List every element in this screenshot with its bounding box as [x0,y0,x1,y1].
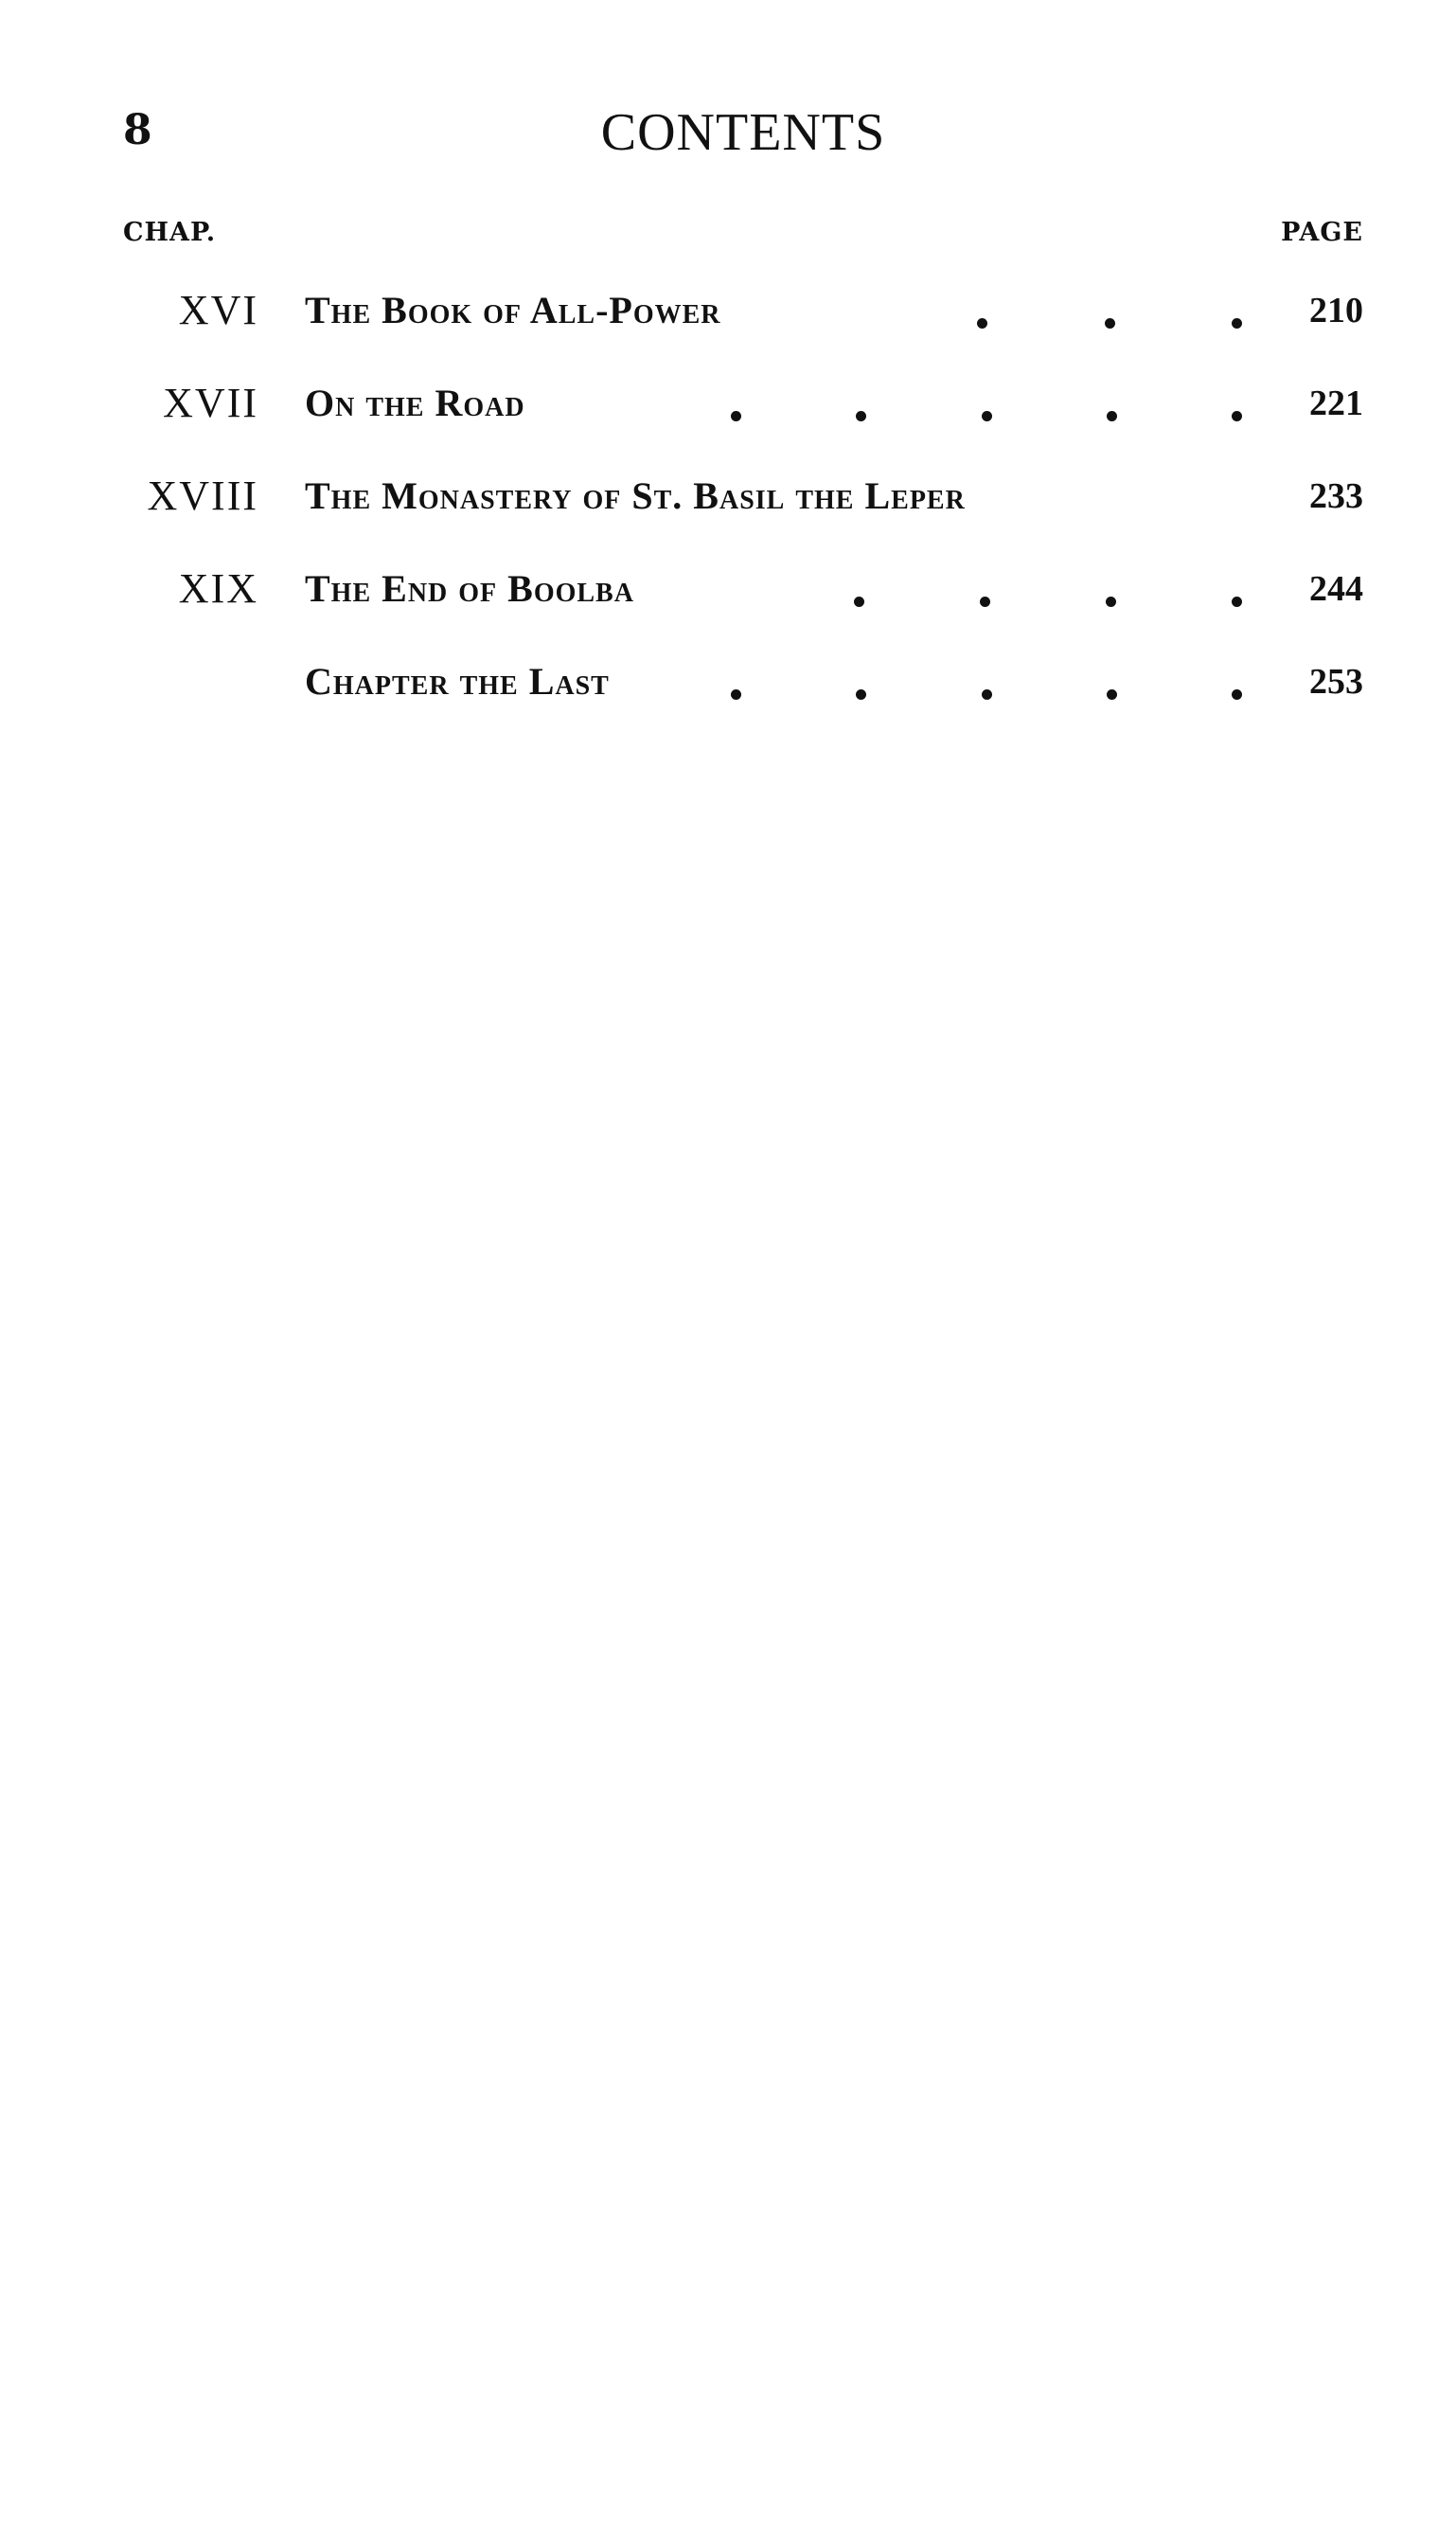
running-head [123,95,1363,170]
chapter-number: XVI [178,287,258,333]
page-reference: 253 [1309,662,1363,702]
page-reference: 210 [1309,291,1363,330]
leader-dot [731,689,741,700]
leader-dot [1107,689,1117,700]
leader-dot [731,411,741,421]
chapter-number: XVII [163,380,258,426]
chapter-title: The End of Boolba [305,567,634,610]
dot-leaders [977,275,1242,347]
chapter-column-header: CHAP. [123,218,217,247]
chapter-title: The Monastery of St. Basil the Leper [305,474,966,517]
page-column-header: PAGE [1281,218,1363,247]
leader-dot [1232,411,1242,421]
page-reference: 221 [1309,384,1363,423]
leader-dot [1232,689,1242,700]
leader-dot [1106,597,1116,607]
chapter-title: Chapter the Last [305,660,610,703]
leader-dot [1232,597,1242,607]
page-number: 8 [123,106,152,154]
leader-dot [856,689,866,700]
chapter-number: XIX [178,565,258,612]
page-reference: 244 [1309,569,1363,609]
chapter-number: XVIII [147,473,258,519]
contents-entry [123,646,1363,739]
chapter-title: On the Road [305,382,525,424]
dot-leaders [731,367,1242,439]
leader-dot [977,318,987,329]
leader-dot [854,597,864,607]
leader-dot [980,597,990,607]
leader-dot [1107,411,1117,421]
contents-entry [123,553,1363,646]
contents-heading: CONTENTS [600,103,886,162]
leader-dot [982,689,992,700]
chapter-title: The Book of All-Power [305,289,721,331]
dot-leaders [854,553,1242,625]
leader-dot [1232,318,1242,329]
leader-dot [982,411,992,421]
leader-dot [1105,318,1115,329]
contents-entry [123,367,1363,460]
contents-entry [123,275,1363,367]
dot-leaders [731,646,1242,718]
leader-dot [856,411,866,421]
contents-entry [123,460,1363,553]
contents-list [123,275,1363,739]
page-reference: 233 [1309,476,1363,516]
